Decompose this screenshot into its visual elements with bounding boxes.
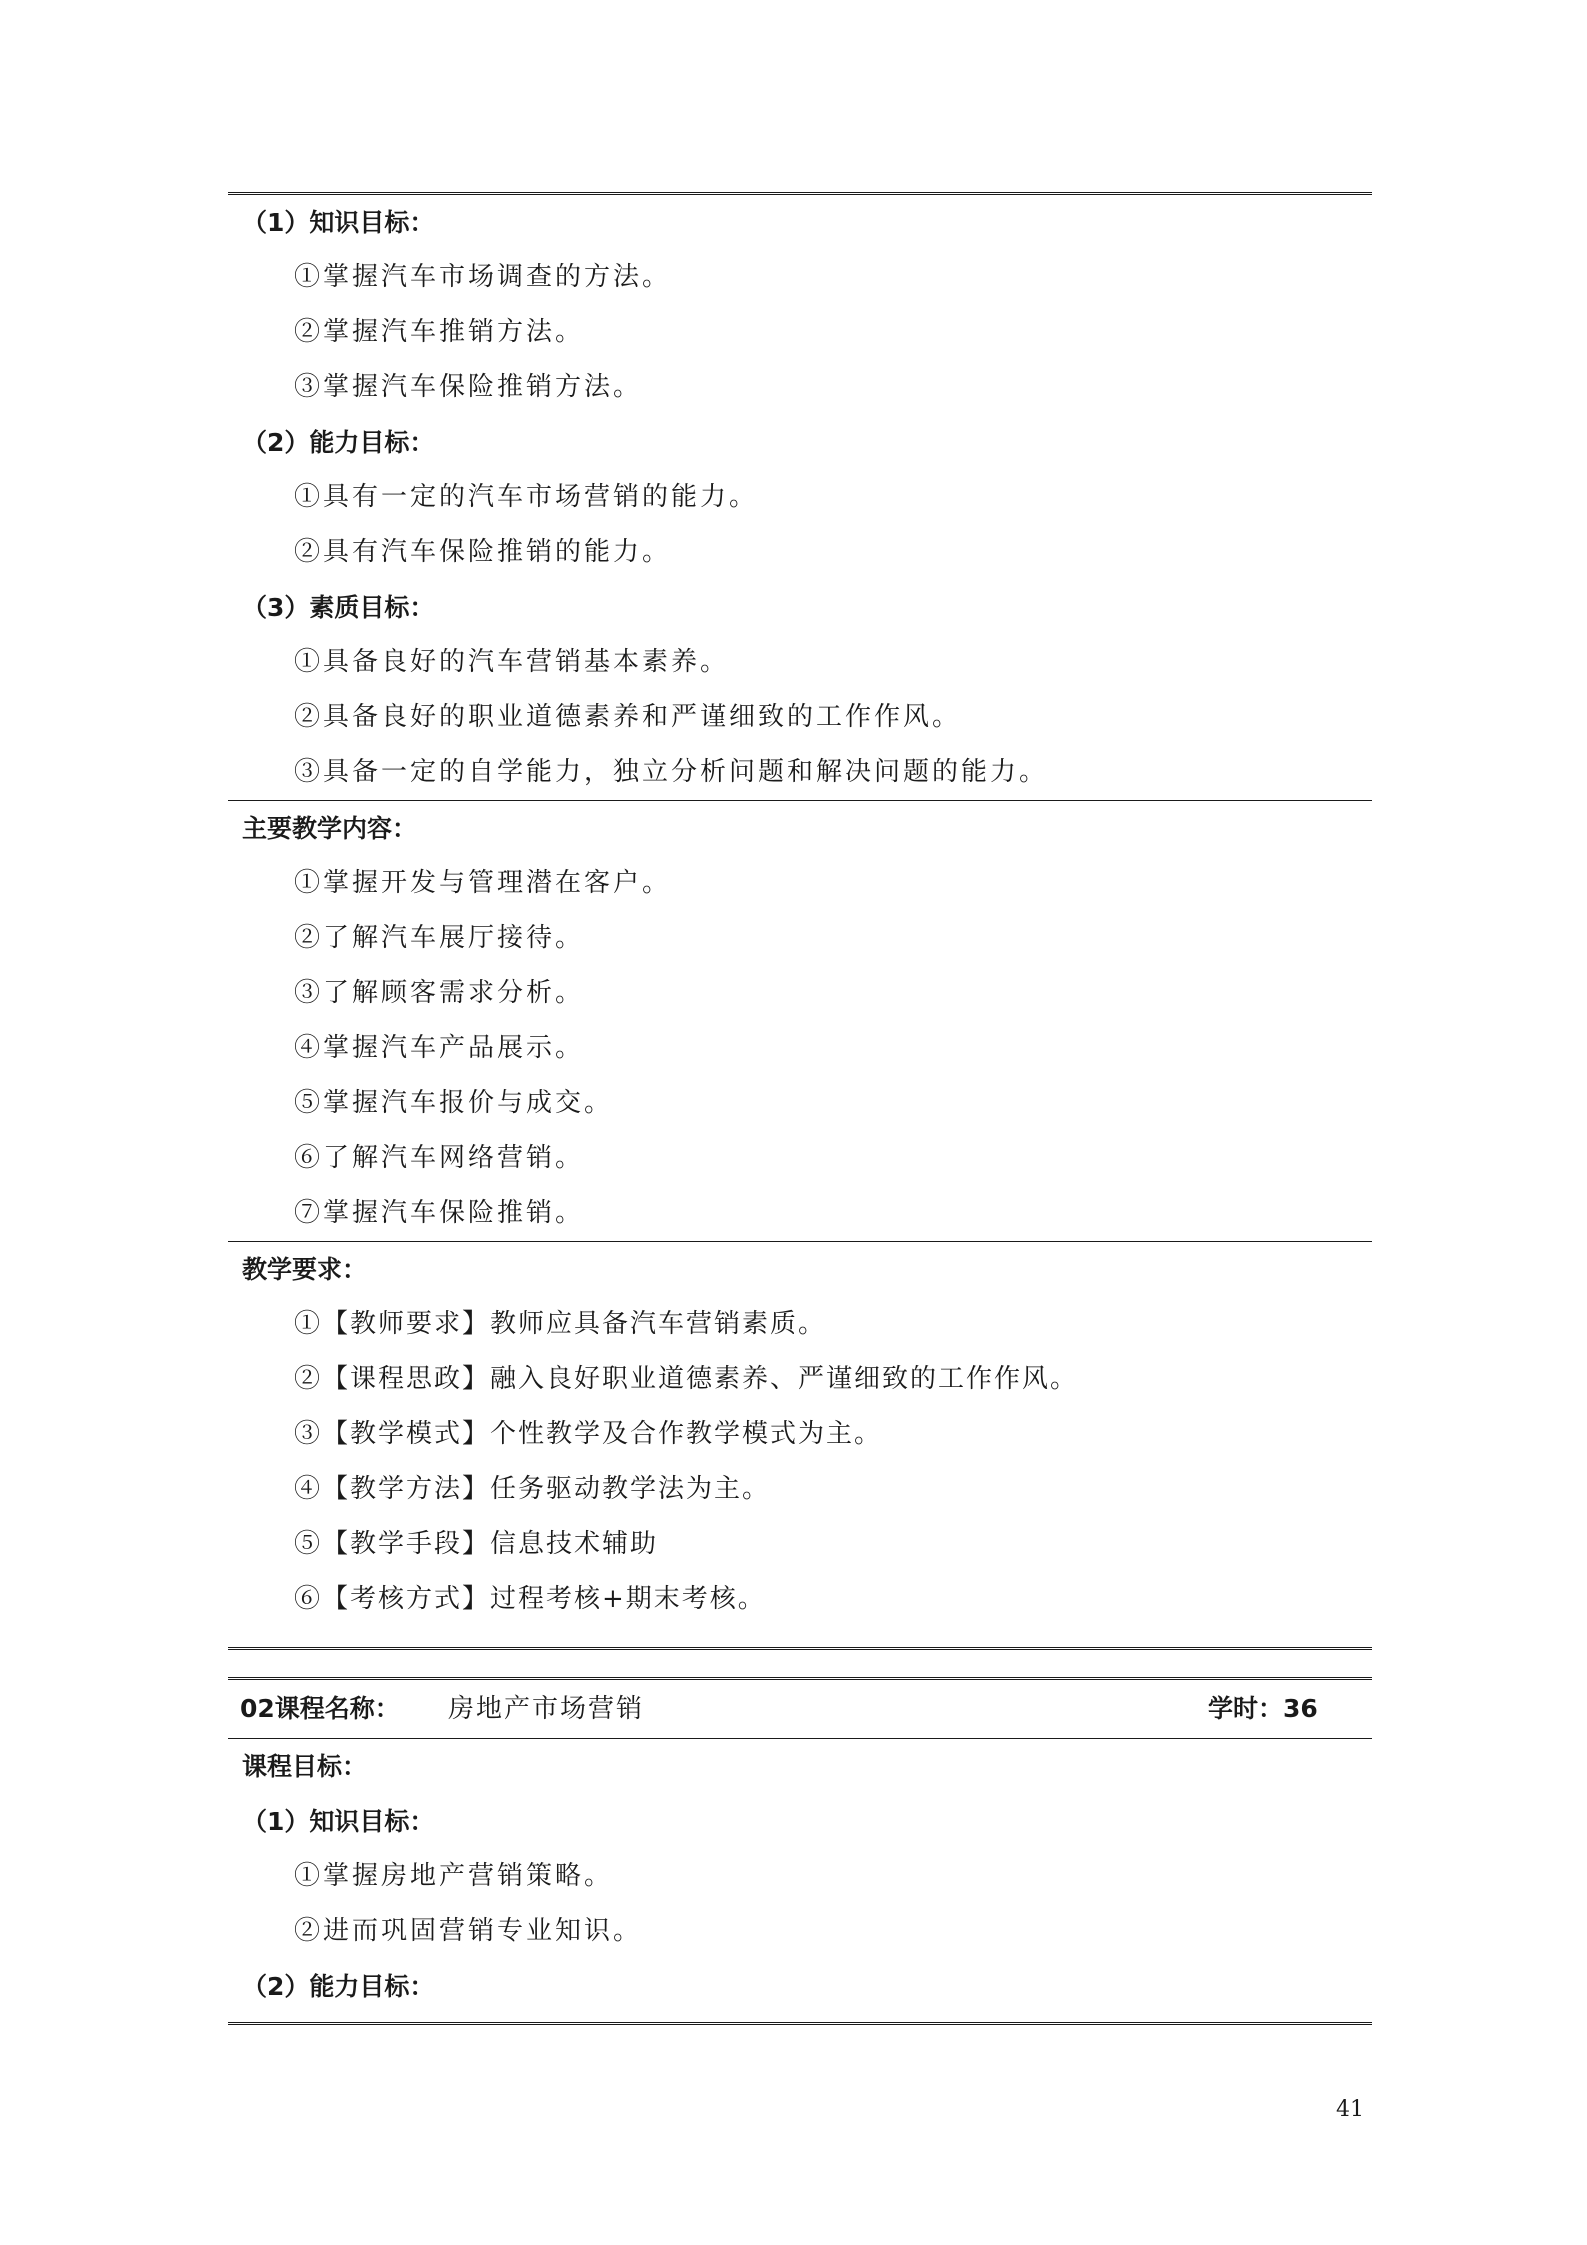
knowledge-goals-heading: （1）知识目标： (242, 1807, 435, 1836)
list-item: ①掌握房地产营销策略。 (294, 1861, 614, 1891)
bottom-rule (228, 2022, 1372, 2025)
list-item: ①具有一定的汽车市场营销的能力。 (294, 482, 759, 512)
list-item: ③了解顾客需求分析。 (294, 978, 585, 1008)
course-goals-heading: 课程目标： (242, 1752, 368, 1781)
list-item: ③掌握汽车保险推销方法。 (294, 372, 643, 402)
course-name-label: 02课程名称： (240, 1694, 400, 1723)
list-item: ②掌握汽车推销方法。 (294, 317, 585, 347)
teaching-requirements-heading: 教学要求： (242, 1255, 368, 1284)
bottom-rule (228, 1647, 1372, 1650)
list-item: ①掌握开发与管理潜在客户。 (294, 868, 672, 898)
course-block-2 (228, 1677, 1372, 2025)
list-item: ②进而巩固营销专业知识。 (294, 1916, 643, 1946)
list-item: ⑦掌握汽车保险推销。 (294, 1198, 585, 1228)
list-item: ①【教师要求】教师应具备汽车营销素质。 (294, 1309, 827, 1339)
ability-goals-heading: （2）能力目标： (242, 1972, 435, 2001)
list-item: ②【课程思政】融入良好职业道德素养、严谨细致的工作作风。 (294, 1364, 1079, 1394)
course-name: 房地产市场营销 (448, 1694, 645, 1724)
main-content-heading: 主要教学内容： (242, 814, 418, 843)
list-item: ⑤掌握汽车报价与成交。 (294, 1088, 614, 1118)
course-header (228, 1680, 1372, 1738)
knowledge-goals-heading: （1）知识目标： (242, 208, 435, 237)
course-hours: 学时：36 (1208, 1694, 1318, 1723)
course-block-1 (228, 192, 1372, 1650)
list-item: ③具备一定的自学能力，独立分析问题和解决问题的能力。 (294, 757, 1049, 787)
list-item: ②具备良好的职业道德素养和严谨细致的工作作风。 (294, 702, 962, 732)
page-number: 41 (1336, 2097, 1364, 2122)
list-item: ⑥【考核方式】过程考核+期末考核。 (294, 1584, 766, 1614)
list-item: ③【教学模式】个性教学及合作教学模式为主。 (294, 1419, 883, 1449)
ability-goals-heading: （2）能力目标： (242, 428, 435, 457)
list-item: ⑥了解汽车网络营销。 (294, 1143, 585, 1173)
list-item: ②了解汽车展厅接待。 (294, 923, 585, 953)
list-item: ④【教学方法】任务驱动教学法为主。 (294, 1474, 771, 1504)
list-item: ④掌握汽车产品展示。 (294, 1033, 585, 1063)
list-item: ①具备良好的汽车营销基本素养。 (294, 647, 730, 677)
quality-goals-heading: （3）素质目标： (242, 593, 435, 622)
list-item: ②具有汽车保险推销的能力。 (294, 537, 672, 567)
list-item: ①掌握汽车市场调查的方法。 (294, 262, 672, 292)
list-item: ⑤【教学手段】信息技术辅助 (294, 1529, 659, 1559)
